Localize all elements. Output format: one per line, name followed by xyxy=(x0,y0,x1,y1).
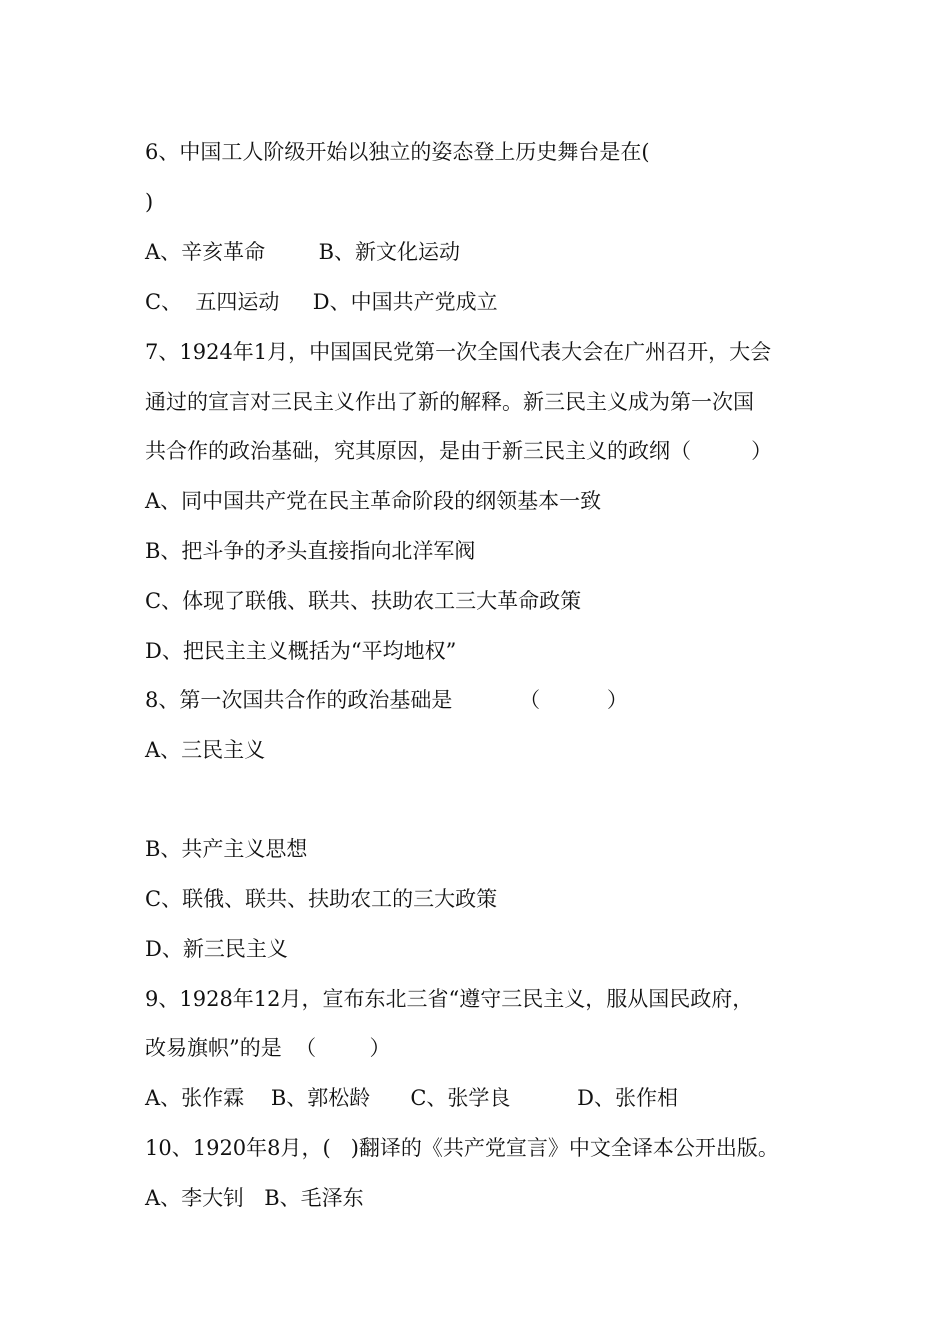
question-10-stem: 10、1920年8月，( )翻译的《共产党宣言》中文全译本公开出版。 xyxy=(145,1136,779,1160)
question-6-stem-cont: ) xyxy=(145,190,154,214)
question-8-option-a: A、三民主义 xyxy=(145,738,266,762)
question-9-options: A、张作霖 B、郭松龄 C、张学良 D、张作相 xyxy=(145,1086,679,1110)
question-7-option-b: B、把斗争的矛头直接指向北洋军阀 xyxy=(145,539,476,563)
question-6-stem: 6、中国工人阶级开始以独立的姿态登上历史舞台是在( xyxy=(145,140,650,164)
question-9-stem-line2: 改易旗帜”的是 （ ） xyxy=(145,1036,391,1060)
question-8-stem: 8、第一次国共合作的政治基础是 （ ） xyxy=(145,688,628,712)
question-7-stem-line2: 通过的宣言对三民主义作出了新的解释。新三民主义成为第一次国 xyxy=(145,390,754,414)
question-7-option-c: C、体现了联俄、联共、扶助农工三大革命政策 xyxy=(145,589,582,613)
question-7-stem-line3: 共合作的政治基础，究其原因，是由于新三民主义的政纲（ ） xyxy=(145,439,773,463)
question-7-option-a: A、同中国共产党在民主革命阶段的纲领基本一致 xyxy=(145,489,602,513)
question-7-option-d: D、把民主主义概括为“平均地权” xyxy=(145,639,457,663)
question-8-option-b: B、共产主义思想 xyxy=(145,837,308,861)
question-8-option-c: C、联俄、联共、扶助农工的三大政策 xyxy=(145,887,498,911)
question-8-option-d: D、新三民主义 xyxy=(145,937,288,961)
question-7-stem-line1: 7、1924年1月，中国国民党第一次全国代表大会在广州召开，大会 xyxy=(145,340,772,364)
question-9-stem-line1: 9、1928年12月，宣布东北三省“遵守三民主义，服从国民政府， xyxy=(145,987,754,1011)
question-6-options-ab: A、辛亥革命 B、新文化运动 xyxy=(145,240,460,264)
question-6-options-cd: C、 五四运动 D、中国共产党成立 xyxy=(145,290,498,314)
question-10-options: A、李大钊 B、毛泽东 xyxy=(145,1186,364,1210)
